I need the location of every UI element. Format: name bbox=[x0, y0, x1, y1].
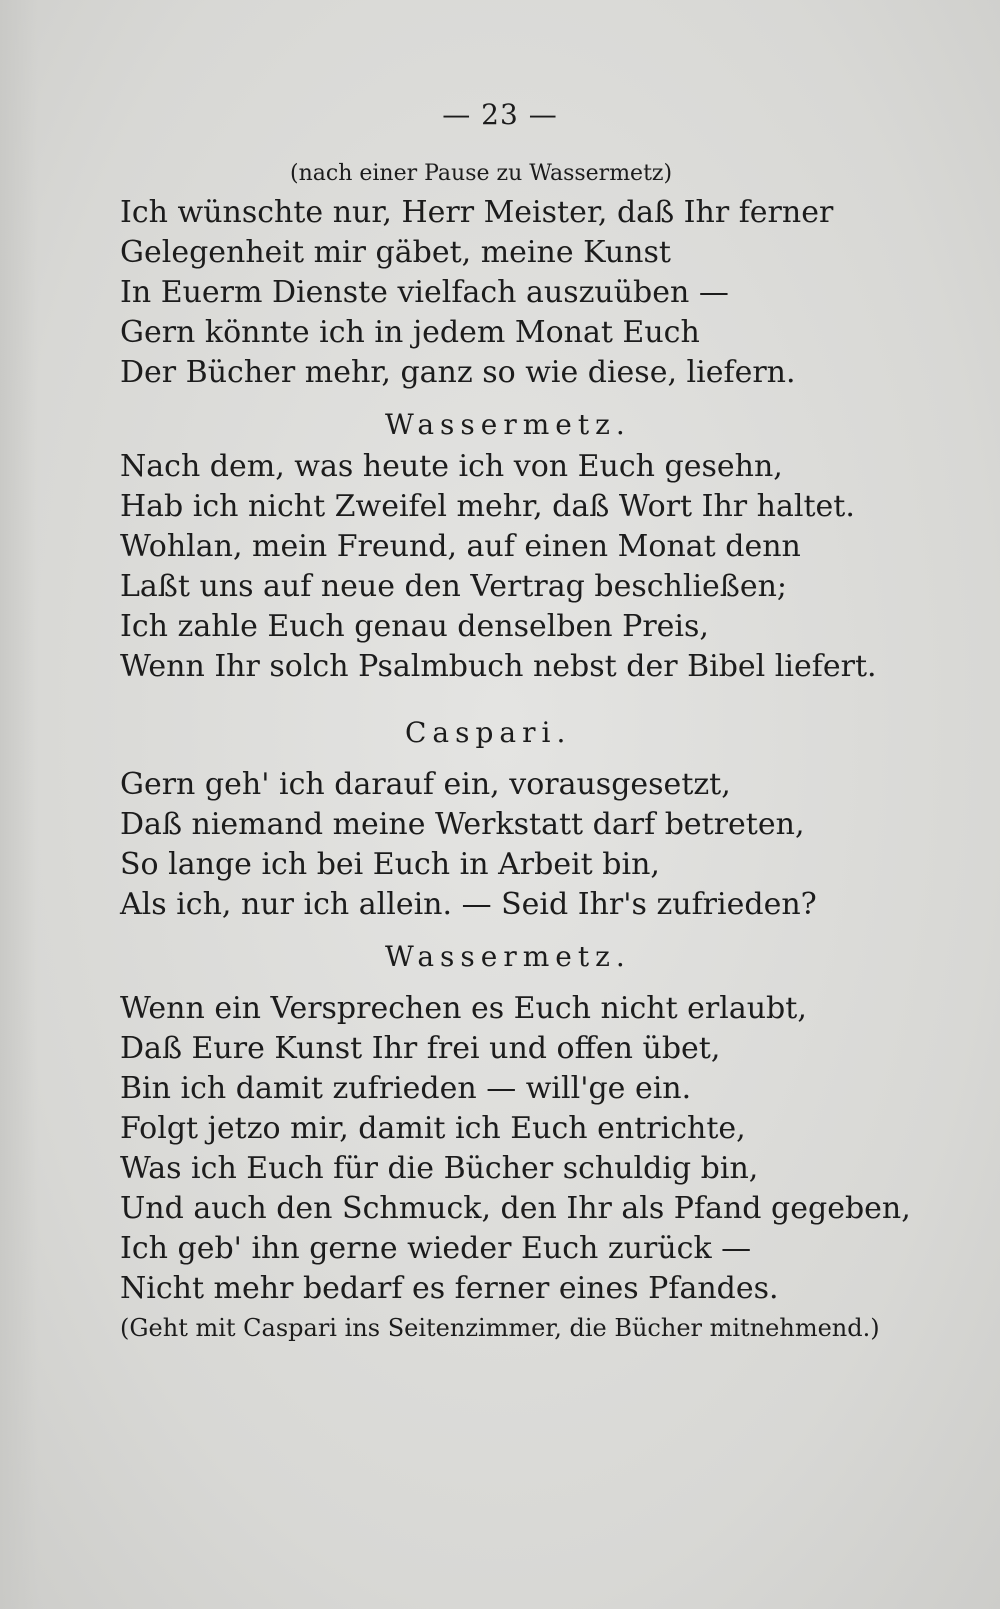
spacer bbox=[120, 393, 920, 403]
speech-block bbox=[120, 193, 920, 393]
verse-line: Nicht mehr bedarf es ferner eines Pfandes. bbox=[120, 1271, 779, 1306]
stage-direction: (nach einer Pause zu Wassermetz) bbox=[290, 161, 673, 186]
verse-line: Laßt uns auf neue den Vertrag beschließen; bbox=[120, 569, 788, 604]
speech-block bbox=[120, 989, 920, 1309]
verse-line: Gern geh' ich darauf ein, vorausgesetzt, bbox=[120, 767, 731, 802]
verse-line: Was ich Euch für die Bücher schuldig bin, bbox=[120, 1151, 759, 1186]
page-gutter-shadow bbox=[0, 0, 38, 1609]
verse-line: Wohlan, mein Freund, auf einen Monat denn bbox=[120, 529, 801, 564]
verse-line: Wenn Ihr solch Psalmbuch nebst der Bibel liefert. bbox=[120, 649, 877, 684]
speech-block bbox=[120, 765, 920, 925]
verse-line: Daß niemand meine Werkstatt darf betreten, bbox=[120, 807, 805, 842]
verse-line: Wenn ein Versprechen es Euch nicht erlaubt, bbox=[120, 991, 807, 1026]
verse-line: Bin ich damit zufrieden — will'ge ein. bbox=[120, 1071, 692, 1106]
play-text bbox=[120, 155, 920, 1347]
spacer bbox=[120, 925, 920, 935]
verse-line: In Euerm Dienste vielfach auszuüben — bbox=[120, 275, 729, 310]
spacer bbox=[120, 687, 920, 711]
verse-line: Daß Eure Kunst Ihr frei und offen übet, bbox=[120, 1031, 721, 1066]
spacer bbox=[120, 755, 920, 765]
verse-line: Hab ich nicht Zweifel mehr, daß Wort Ihr haltet. bbox=[120, 489, 855, 524]
verse-line: Als ich, nur ich allein. — Seid Ihr's zufrieden? bbox=[120, 887, 817, 922]
verse-line: Gern könnte ich in jedem Monat Euch bbox=[120, 315, 700, 350]
verse-line: Ich wünschte nur, Herr Meister, daß Ihr ferner bbox=[120, 195, 834, 230]
spacer bbox=[120, 979, 920, 989]
verse-line: So lange ich bei Euch in Arbeit bin, bbox=[120, 847, 660, 882]
page-number: — 23 — bbox=[442, 98, 558, 131]
verse-line: Ich geb' ihn gerne wieder Euch zurück — bbox=[120, 1231, 752, 1266]
verse-line: Nach dem, was heute ich von Euch gesehn, bbox=[120, 449, 783, 484]
verse-line: Und auch den Schmuck, den Ihr als Pfand gegeben, bbox=[120, 1191, 911, 1226]
verse-line: Gelegenheit mir gäbet, meine Kunst bbox=[120, 235, 671, 270]
verse-line: Ich zahle Euch genau denselben Preis, bbox=[120, 609, 709, 644]
speech-block bbox=[120, 447, 920, 687]
speaker-name: Caspari. bbox=[405, 716, 572, 749]
verse-line: Der Bücher mehr, ganz so wie diese, liefern. bbox=[120, 355, 796, 390]
stage-direction: (Geht mit Caspari ins Seitenzimmer, die Bücher mitnehmend.) bbox=[120, 1314, 880, 1342]
verse-line: Folgt jetzo mir, damit ich Euch entrichte, bbox=[120, 1111, 746, 1146]
speaker-name: Wassermetz. bbox=[385, 408, 631, 441]
speaker-name: Wassermetz. bbox=[385, 940, 631, 973]
